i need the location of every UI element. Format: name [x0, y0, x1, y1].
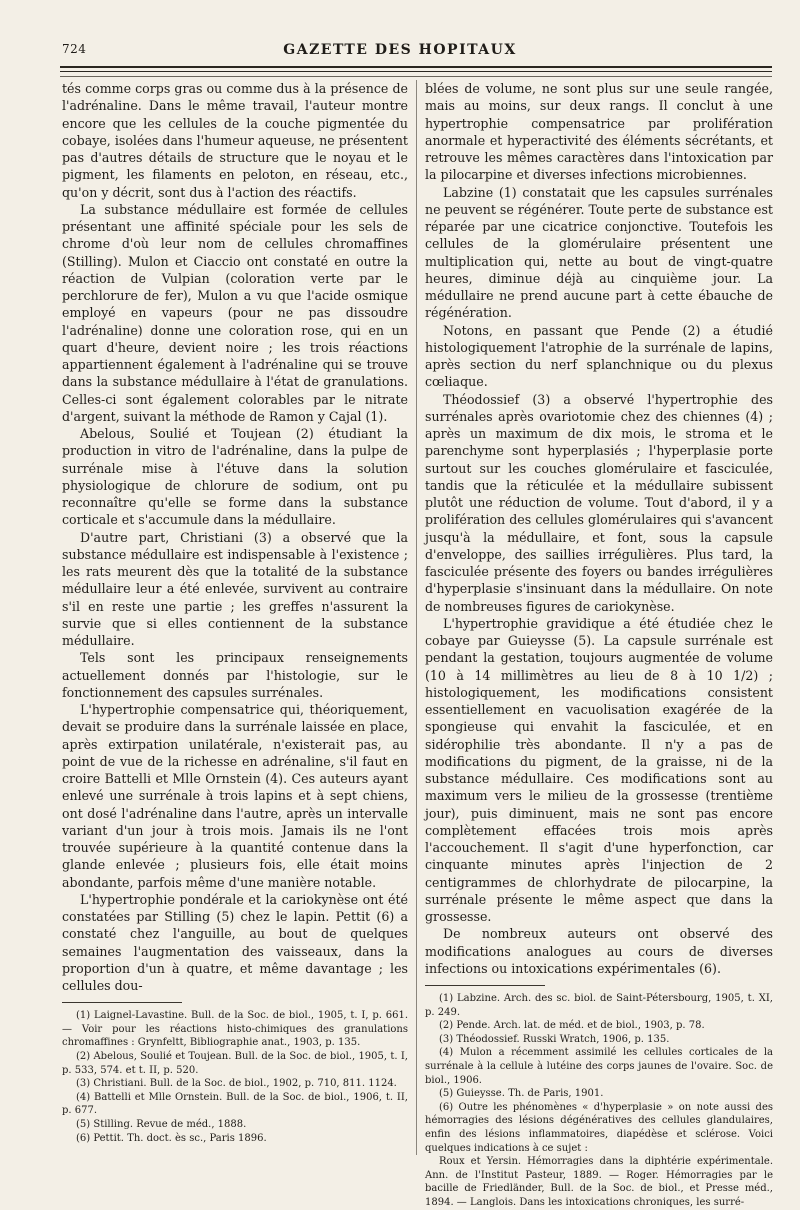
footnote: (1) Labzine. Arch. des sc. biol. de Saint-Pétersbourg, 1905, t. XI, p. 249. — [425, 993, 773, 1018]
footnote: Roux et Yersin. Hémorragies dans la diphtérie expérimentale. Ann. de l'Institut Pasteur, 1889. — Roger. Hémorragies par le bacille de Friedländer, Bull. de la Soc. de biol., et Presse méd., 1894. — Langlois. Dans les intoxications chroniques, les surré- — [425, 1156, 773, 1208]
header-rule-thin — [60, 76, 772, 77]
paragraph: L'hypertrophie compensatrice qui, théoriquement, devait se produire dans la surrénale laissée en place, après extirpation unilatérale, n'existerait pas, au point de vue de la richesse en adrénaline, s'il faut en croire Battelli et Mlle Ornstein (4). Ces auteurs ayant enlevé une surrénale à trois lapins et à sept chiens, ont dosé l'adrénaline dans l'autre, après un intervalle variant d'un jour à trois mois. Jamais ils ne l'ont trouvée supérieure à la quantité contenue dans la glande enlevée ; plusieurs fois, elle était moins abondante, parfois même d'une manière notable. — [62, 702, 408, 890]
paragraph: La substance médullaire est formée de cellules présentant une affinité spéciale pour les sels de chrome d'où leur nom de cellules chromaffines (Stilling). Mulon et Ciaccio ont constaté en outre la réaction de Vulpian (coloration verte par le perchlorure de fer), Mulon a vu que l'acide osmique employé en vapeurs (pour ne pas dissoudre l'adrénaline) donne une coloration rose, qui en un quart d'heure, devient noire ; les trois réactions appartiennent également à l'adrénaline qui se trouve dans la substance médullaire à l'état de granulations. Celles-ci sont également colorables par le nitrate d'argent, suivant la méthode de Ramon y Cajal (1). — [62, 201, 408, 424]
paragraph: Notons, en passant que Pende (2) a étudié histologiquement l'atrophie de la surrénale de lapins, après section du nerf splanchnique ou du plexus cœliaque. — [425, 322, 773, 390]
footnote-rule — [425, 985, 545, 986]
running-head: GAZETTE DES HOPITAUX — [283, 42, 517, 58]
paragraph: Théodossief (3) a observé l'hypertrophie des surrénales après ovariotomie chez des chiennes (4) ; après un maximum de dix mois, le stroma et le parenchyme sont hyperplasiés ; l'hyperplasie porte surtout sur les couches glomérulaire et fasciculée, tandis que la réticulée et la médullaire subissent plutôt une réduction de volume. Tout d'abord, il y a prolifération des cellules glomérulaires qui s'avancent jusqu'à la médullaire, et font, sous la capsule d'enveloppe, des saillies irrégulières. Plus tard, la fasciculée présente des foyers ou bandes irrégulières d'hyperplasie s'insinuant dans la médullaire. On note de nombreuses figures de cariokynèse. — [425, 391, 773, 614]
column-separator — [416, 80, 417, 1155]
footnote-rule — [62, 1002, 182, 1003]
paragraph: L'hypertrophie pondérale et la cariokynèse ont été constatées par Stilling (5) chez le lapin. Pettit (6) a constaté chez l'anguille, au bout de quelques semaines l'augmentation des vaisseaux, dans la proportion d'un à quatre, et même davantage ; les cellules dou- — [62, 891, 408, 993]
footnote: (5) Stilling. Revue de méd., 1888. — [76, 1119, 247, 1130]
paragraph: blées de volume, ne sont plus sur une seule rangée, mais au moins, sur deux rangs. Il conclut à une hypertrophie compensatrice par prolifération anormale et hyperactivité des éléments sécrétants, et retrouve les mêmes caractères dans l'intoxication par la pilocarpine et diverses infections microbiennes. — [425, 81, 773, 183]
page-number: 724 — [62, 42, 87, 56]
footnote: (6) Outre les phénomènes « d'hyperplasie » on note aussi des hémorragies des lésions dégénératives des cellules glandulaires, enfin des lésions inflammatoires, diapédèse et sclérose. Voici quelques indications à ce sujet : — [425, 1101, 773, 1154]
footnote: (4) Battelli et Mlle Ornstein. Bull. de la Soc. de biol., 1906, t. II, p. 677. — [62, 1091, 408, 1117]
footnotes — [425, 992, 773, 1210]
footnote: (3) Théodossief. Russki Wratch, 1906, p. 135. — [439, 1033, 670, 1045]
footnote: (2) Abelous, Soulié et Toujean. Bull. de la Soc. de biol., 1905, t. I, p. 533, 574. et t. II, p. 520. — [62, 1051, 408, 1076]
paragraph: L'hypertrophie gravidique a été étudiée chez le cobaye par Guieysse (5). La capsule surrénale est pendant la gestation, toujours augmentée de volume (10 à 14 millimètres au lieu de 8 à 10 1/2) ; histologiquement, les modifications consistent essentiellement en vacuolisation exagérée de la spongieuse qui envahit la fasciculée, et en sidérophilie très abondante. Il n'y a pas de modifications du pigment, de la graisse, ni de la substance médullaire. Ces modifications sont au maximum vers le milieu de la grossesse (trentième jour), puis diminuent, mais ne sont pas encore complètement effacées trois mois après l'accouchement. Il s'agit d'une hyperfonction, car cinquante minutes après l'injection de 2 centigrammes de chlorhydrate de pilocarpine, la surrénale présente le même aspect que dans la grossesse. — [425, 615, 773, 924]
footnote: (1) Laignel-Lavastine. Bull. de la Soc. de biol., 1905, t. I, p. 661. — Voir pour les réactions histo-chimiques des granulations chromaffines : Grynfeltt, Bibliographie anat., 1903, p. 135. — [62, 1010, 408, 1049]
paragraph: Abelous, Soulié et Toujean (2) étudiant la production in vitro de l'adrénaline, dans la pulpe de surrénale mise à l'étuve dans la solution physiologique de chlorure de sodium, ont pu reconnaître qu'elle se forme dans la substance corticale et s'accumule dans la médullaire. — [62, 426, 408, 528]
right-column — [425, 80, 773, 1210]
footnote: (4) Mulon a récemment assimilé les cellules corticales de la surrénale à la cellule à lutéine des corps jaunes de l'ovaire. Soc. de biol., 1906. — [425, 1047, 773, 1086]
paragraph: D'autre part, Christiani (3) a observé que la substance médullaire est indispensable à l'existence ; les rats meurent dès que la totalité de la substance médullaire leur a été enlevée, survivent au contraire s'il en reste une partie ; les greffes n'assurent la survie que si elles contiennent de la substance médullaire. — [62, 529, 408, 648]
paragraph: Labzine (1) constatait que les capsules surrénales ne peuvent se régénérer. Toute perte de substance est réparée par une cicatrice conjonctive. Toutefois les cellules de la glomérulaire présentent une multiplication qui, nette au bout de vingt-quatre heures, diminue déjà au cinquième jour. La médullaire ne prend aucune part à cette ébauche de régénération. — [425, 184, 773, 321]
footnote: (2) Pende. Arch. lat. de méd. et de biol., 1903, p. 78. — [439, 1020, 705, 1032]
footnotes — [62, 1009, 408, 1145]
left-column — [62, 80, 408, 1145]
paragraph: tés comme corps gras ou comme dus à la présence de l'adrénaline. Dans le même travail, l'auteur montre encore que les cellules de la couche pigmentée du cobaye, isolées dans l'humeur aqueuse, ne présentent pas d'autres détails de structure que le noyau et le pigment, les filaments en peloton, en réseau, etc., qu'on y décrit, sont dus à l'action des réactifs. — [62, 81, 408, 200]
footnote: (3) Christiani. Bull. de la Soc. de biol., 1902, p. 710, 811. 1124. — [76, 1078, 397, 1090]
paragraph: De nombreux auteurs ont observé des modifications analogues au cours de diverses infections ou intoxications expérimentales (6). — [425, 926, 773, 976]
footnote: (5) Guieysse. Th. de Paris, 1901. — [439, 1088, 604, 1100]
footnote: (6) Pettit. Th. doct. ès sc., Paris 1896. — [76, 1132, 267, 1144]
header-rule — [60, 66, 772, 72]
paragraph: Tels sont les principaux renseignements actuellement donnés par l'histologie, sur le fonctionnement des capsules surrénales. — [62, 650, 408, 700]
